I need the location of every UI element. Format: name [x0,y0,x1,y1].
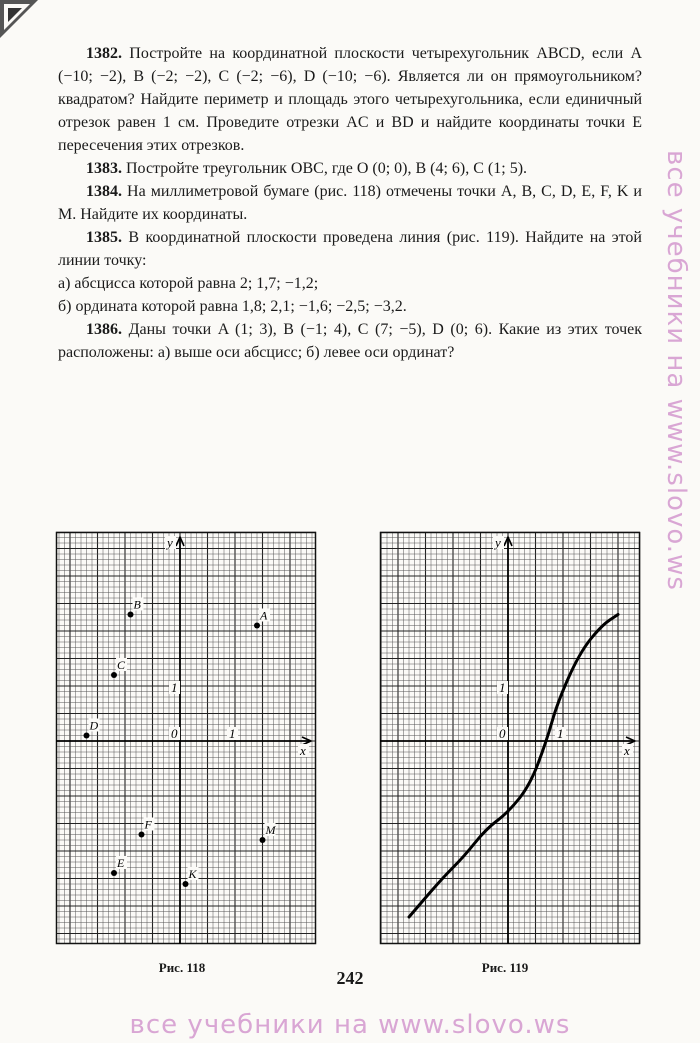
y-tick-label: 1 [171,680,178,695]
graph-paper-119 [380,532,640,944]
problem-number: 1383. [86,160,122,177]
watermark-side-text: все учебники на www.slovo.ws [661,150,691,591]
problem-1382 [58,42,642,157]
page-number: 242 [336,968,364,988]
paper-background [380,532,640,944]
point-e [111,870,117,876]
point-m [260,837,266,843]
problem-number: 1384. [86,183,122,200]
problem-text: В координатной плоскости проведена линия (рис. 119). Найдите на этой линии точку: [58,229,642,269]
y-axis-label: y [167,535,173,550]
point-c [111,672,117,678]
caption-118: Рис. 118 [158,960,206,975]
point-label-c: C [117,658,126,672]
figure-118 [56,532,316,944]
figure-119 [380,532,640,944]
point-label-f: F [144,817,152,832]
problems-text [58,42,642,364]
point-label-d: D [89,718,99,733]
problem-text: На миллиметровой бумаге (рис. 118) отмечены точки A, B, C, D, E, F, K и M. Найдите их координаты. [58,183,642,223]
problem-1384 [58,180,642,226]
x-tick-label: 1 [557,726,564,741]
watermark-bottom: все учебники на www.slovo.ws [129,1010,571,1040]
problem-text: Постройте на координатной плоскости четырехугольник ABCD, если A (−10; −2), B (−2; −2), C (−2; −6), D (−10; −6). Является ли он прямоугольником? квадратом? Найдите периметр и площадь этого четырехугольника, если единичный отрезок равен 1 см. Проведите отрезки AC и BD и найдите координаты точки E пересечения этих отрезков. [58,45,642,154]
x-axis-label: x [624,743,630,758]
point-label-a: A [260,608,268,623]
x-tick-label: 1 [229,726,236,741]
origin-label: 0 [171,726,178,741]
corner-ornament-icon [0,0,40,40]
point-label-k: K [188,867,197,881]
problem-1386 [58,318,642,364]
point-a [254,623,260,629]
problem-text: Даны точки A (1; 3), B (−1; 4), C (7; −5), D (0; 6). Какие из этих точек расположены: а) выше оси абсцисс; б) левее оси ординат? [58,321,642,361]
point-f [139,832,145,838]
problem-number: 1386. [86,321,122,338]
origin-label: 0 [499,726,506,741]
point-b [128,612,134,618]
problem-number: 1382. [86,45,122,62]
problem-1385 [58,226,642,272]
problem-1385-a: а) абсцисса которой равна 2; 1,7; −1,2; [58,275,319,292]
problem-1385-b: б) ордината которой равна 1,8; 2,1; −1,6; −2,5; −3,2. [58,298,407,315]
y-tick-label: 1 [499,680,506,695]
point-label-b: B [133,597,141,612]
y-axis-label: y [495,535,501,550]
point-d [84,733,90,739]
watermark-side [661,150,695,910]
problem-number: 1385. [86,229,122,246]
caption-119: Рис. 119 [481,960,529,975]
point-label-e: E [117,856,125,870]
point-k [183,881,189,887]
point-label-m: M [265,823,276,837]
graph-paper-118 [56,532,316,944]
problem-text: Постройте треугольник OBC, где O (0; 0), B (4; 6), C (1; 5). [122,160,528,177]
problem-1383 [58,157,642,180]
x-axis-label: x [300,743,306,758]
